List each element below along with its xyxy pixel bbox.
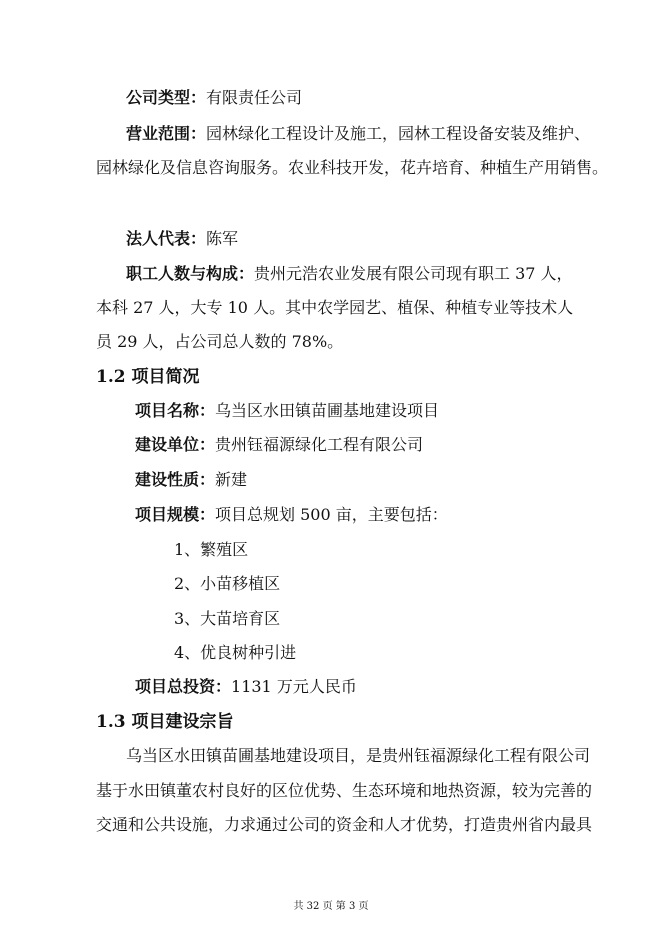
- construction-unit-value: 贵州钰福源绿化工程有限公司: [215, 435, 424, 454]
- construction-nature-label: 建设性质：: [135, 470, 216, 489]
- legal-rep-value: 陈军: [206, 229, 239, 248]
- company-type-value: 有限责任公司: [206, 88, 303, 107]
- construction-nature-row: [135, 470, 247, 490]
- purpose-line1: 乌当区水田镇苗圃基地建设项目，是贵州钰福源绿化工程有限公司: [126, 746, 591, 765]
- staff-line1: 贵州元浩农业发展有限公司现有职工 37 人，: [254, 264, 573, 283]
- project-scale-label: 项目规模：: [135, 505, 216, 524]
- construction-nature-value: 新建: [215, 470, 248, 489]
- business-scope-line2: 园林绿化及信息咨询服务。农业科技开发，花卉培育、种植生产用销售。: [96, 158, 609, 177]
- page-footer: 共 32 页 第 3 页: [293, 901, 369, 912]
- company-type-label: 公司类型：: [126, 88, 207, 107]
- staff-line2: 本科 27 人，大专 10 人。其中农学园艺、植保、种植专业等技术人: [96, 298, 574, 317]
- business-scope-line1: 园林绿化工程设计及施工，园林工程设备安装及维护、: [206, 124, 591, 143]
- construction-unit-label: 建设单位：: [135, 435, 216, 454]
- project-scale-value: 项目总规划 500 亩，主要包括：: [215, 505, 448, 524]
- total-investment-value: 1131 万元人民币: [231, 677, 357, 696]
- project-scale-row: [135, 505, 448, 525]
- company-type-row: [126, 88, 302, 108]
- purpose-line3: 交通和公共设施，力求通过公司的资金和人才优势，打造贵州省内最具: [96, 815, 593, 834]
- scale-item-4: 4、优良树种引进: [174, 643, 297, 662]
- scale-item-1: 1、繁殖区: [174, 540, 249, 559]
- section-1-2-heading: 1.2 项目简况: [96, 367, 200, 387]
- business-scope-row: [126, 124, 590, 144]
- project-name-label: 项目名称：: [135, 401, 216, 420]
- project-name-value: 乌当区水田镇苗圃基地建设项目: [215, 401, 440, 420]
- construction-unit-row: [135, 435, 423, 455]
- project-name-row: [135, 401, 439, 421]
- scale-item-2: 2、小苗移植区: [174, 574, 281, 593]
- business-scope-label: 营业范围：: [126, 124, 207, 143]
- purpose-line2: 基于水田镇董农村良好的区位优势、生态环境和地热资源，较为完善的: [96, 781, 593, 800]
- legal-rep-label: 法人代表：: [126, 229, 207, 248]
- staff-line3: 员 29 人，占公司总人数的 78%。: [96, 332, 344, 351]
- scale-item-3: 3、大苗培育区: [174, 609, 281, 628]
- staff-label: 职工人数与构成：: [126, 264, 255, 283]
- total-investment-row: [135, 677, 357, 697]
- section-1-3-heading: 1.3 项目建设宗旨: [96, 712, 234, 732]
- total-investment-label: 项目总投资：: [135, 677, 232, 696]
- legal-rep-row: [126, 229, 238, 249]
- staff-row: [126, 264, 573, 284]
